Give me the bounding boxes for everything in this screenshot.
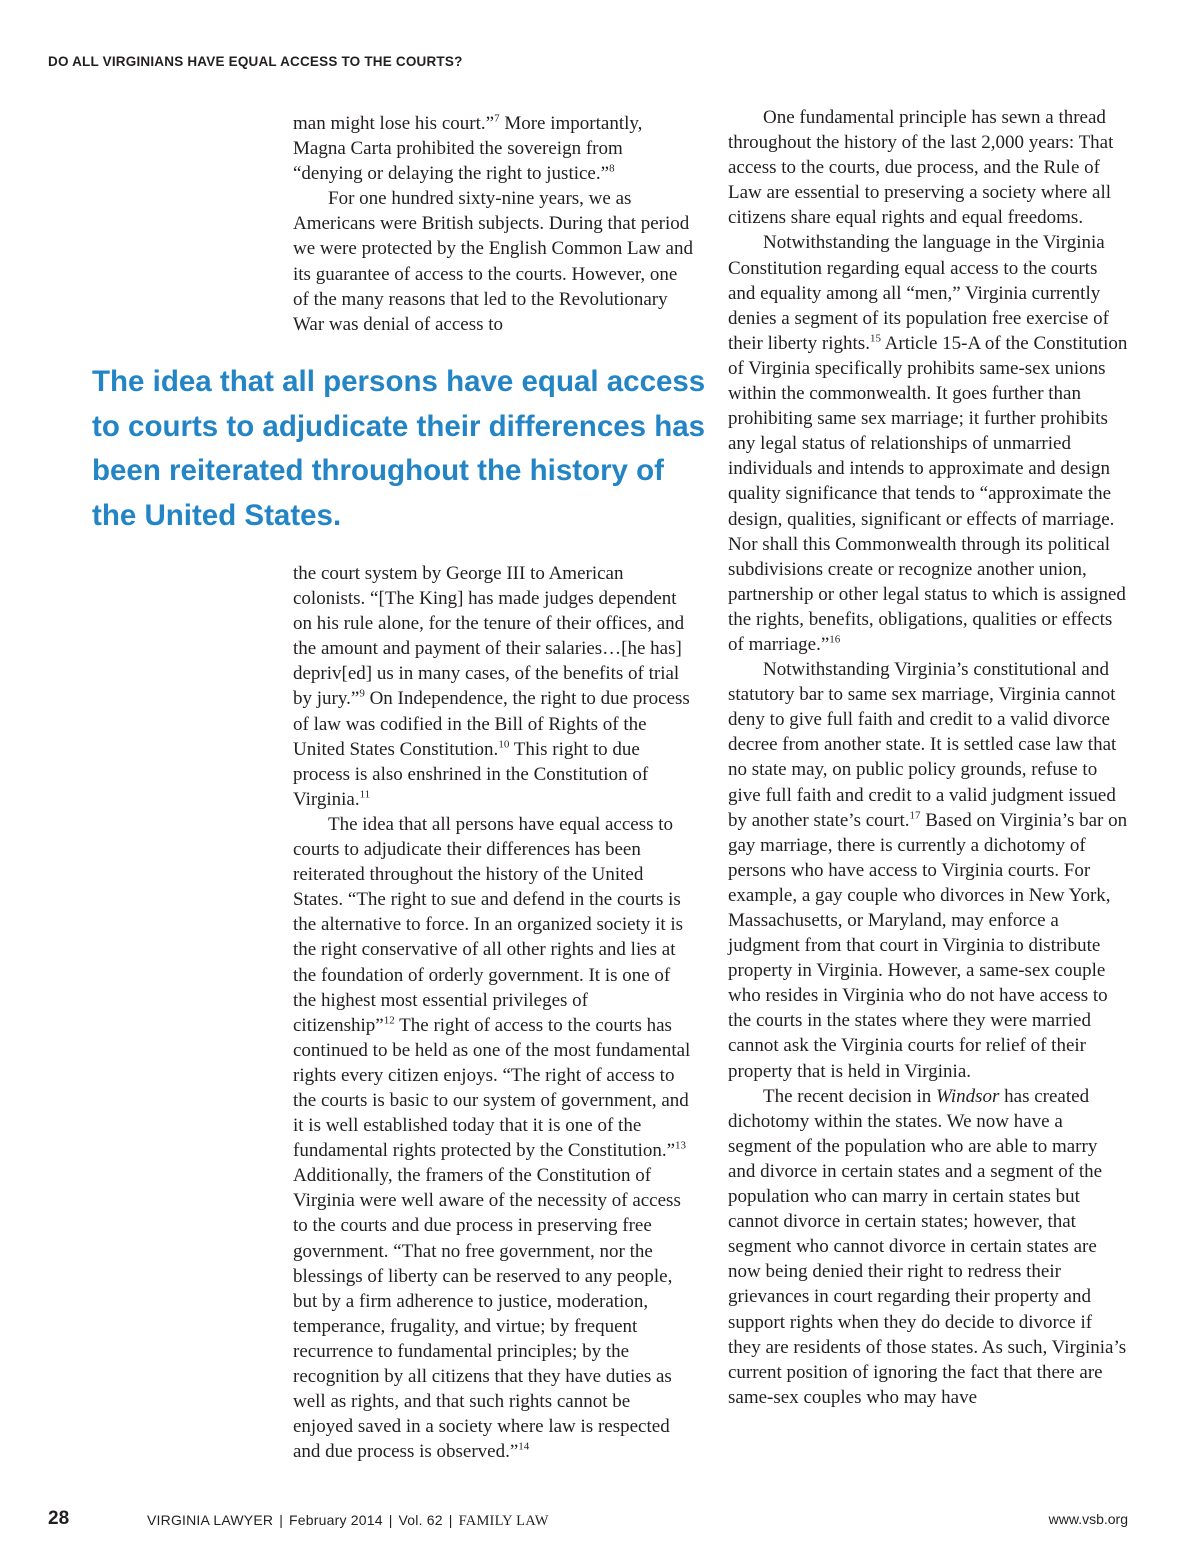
page-number: 28 [48, 1508, 70, 1529]
volume-number: Vol. 62 [398, 1512, 443, 1528]
text-run: The idea that all persons have equal access to courts to adjudicate their differences has been reiterated throughout the history of the United States. “The right to sue and defend in the courts is the alternative to force. In an organized society it is the right conservative of all other rights and lies at the foundation of orderly government. It is one of the highest most essential privileges of citizenship” [293, 813, 684, 1036]
paragraph [293, 111, 693, 186]
text-run: More importantly, Magna Carta prohibited the sovereign from “denying or delaying the right to justice.” [293, 113, 643, 185]
paragraph [728, 657, 1128, 1084]
text-run: the court system by George III to American colonists. “[The King] has made judges dependent on his rule alone, for the tenure of their offices, and the amount and payment of their salaries…[he has] depriv[ed] us in many cases, of the benefits of trial by jury.” [293, 563, 685, 710]
footnote-ref: 8 [609, 162, 615, 175]
footnote-ref: 7 [494, 112, 500, 125]
footer-separator: | [388, 1512, 393, 1528]
text-run: The recent decision in [763, 1085, 937, 1107]
footnote-ref: 10 [498, 738, 510, 751]
text-run: One fundamental principle has sewn a thread throughout the history of the last 2,000 years: That access to the courts, due process, and the Rule of Law are essential to preserving a society where all citizens share equal rights and equal freedoms. [728, 107, 1114, 229]
paragraph [728, 1084, 1128, 1410]
publication-name: VIRGINIA LAWYER [147, 1512, 274, 1528]
website-link[interactable]: www.vsb.org [1048, 1511, 1128, 1527]
text-run: On Independence, the right to due process of law was codified in the Bill of Rights of the United States Constitution. [293, 688, 690, 760]
paragraph [293, 186, 693, 337]
paragraph [293, 812, 693, 1464]
text-run: Notwithstanding Virginia’s constitutional and statutory bar to same sex marriage, Virginia cannot deny to give full faith and credit to a valid divorce decree from another state. It is settled case law that no state may, on public policy grounds, refuse to give full faith and credit to a valid judgment issued by another state’s court. [728, 659, 1117, 831]
footnote-ref: 12 [383, 1014, 395, 1027]
paragraph [293, 561, 693, 812]
text-run: The right of access to the courts has continued to be held as one of the most fundamental rights every citizen enjoys. “The right of access to the courts is basic to our system of government, and it is well established today that it is one of the fundamental rights protected by the Constitution.” [293, 1014, 691, 1162]
text-run: man might lose his court.” [293, 113, 495, 134]
article-column-right [728, 105, 1128, 1410]
italic-case-name: Windsor [936, 1085, 1000, 1107]
article-column-middle-bottom [293, 561, 693, 1464]
text-run: has created dichotomy within the states. We now have a segment of the population who are able to marry and divorce in certain states and a segment of the population who can marry in certain states but cannot divorce in certain states; however, that segment who cannot divorce in certain states are now being denied their right to redress their grievances in court regarding their property and support rights when they do decide to divorce if they are residents of those states. As such, Virginia’s current position of ignoring the fact that there are same-sex couples who may have [728, 1085, 1127, 1408]
footnote-ref: 16 [829, 633, 841, 646]
text-run: This right to due process is also enshrined in the Constitution of Virginia. [293, 738, 649, 810]
text-run: Additionally, the framers of the Constitution of Virginia were well aware of the necessity of access to the courts and due process in preserving free government. “That no free government, nor the blessings of liberty can be reserved to any people, but by a firm adherence to justice, moderation, temperance, frugality, and virtue; by frequent recurrence to fundamental principles; by the recognition by all citizens that they have duties as well as rights, and that such rights cannot be enjoyed saved in a society where law is respected and due process is observed.” [293, 1165, 681, 1463]
footnote-ref: 17 [909, 809, 921, 822]
footnote-ref: 11 [359, 788, 371, 801]
footer-separator: | [279, 1512, 284, 1528]
paragraph [728, 230, 1128, 657]
text-run: Notwithstanding the language in the Virginia Constitution regarding equal access to the courts and equality among all “men,” Virginia currently denies a segment of its population free exercise of their liberty rights. [728, 232, 1109, 354]
article-column-middle-top [293, 111, 693, 337]
pull-quote: The idea that all persons have equal access to courts to adjudicate their differences has been reiterated throughout the history of the United States. [92, 365, 706, 532]
footnote-ref: 15 [869, 332, 881, 345]
text-run: Article 15-A of the Constitution of Virginia specifically prohibits same-sex unions within the commonwealth. It goes further than prohibiting same sex marriage; it further prohibits any legal status of relationships of unmarried individuals and intends to approximate and design quality significance that tends to “approximate the design, qualities, significant or effects of marriage. Nor shall this Commonwealth through its political subdivisions create or recognize another union, partnership or other legal status to which is assigned the rights, benefits, obligations, qualities or effects of marriage.” [728, 332, 1128, 655]
paragraph [728, 105, 1128, 230]
footer-folio [147, 1512, 549, 1530]
page-footer [48, 1508, 1128, 1534]
footnote-ref: 9 [359, 688, 365, 701]
running-head: DO ALL VIRGINIANS HAVE EQUAL ACCESS TO THE COURTS? [48, 54, 463, 69]
text-run: For one hundred sixty-nine years, we as Americans were British subjects. During that period we were protected by the English Common Law and its guarantee of access to the courts. However, one of the many reasons that led to the Revolutionary War was denial of access to [293, 188, 693, 335]
footer-separator: | [448, 1512, 453, 1528]
footnote-ref: 13 [675, 1139, 687, 1152]
issue-date: February 2014 [289, 1512, 383, 1528]
section-name: FAMILY LAW [458, 1513, 549, 1529]
text-run: Based on Virginia’s bar on gay marriage, there is currently a dichotomy of persons who have access to Virginia courts. For example, a gay couple who divorces in New York, Massachusetts, or Maryland, may enforce a judgment from that court in Virginia to distribute property in Virginia. However, a same-sex couple who resides in Virginia who do not have access to the courts in the states where they were married cannot ask the Virginia courts for relief of their property that is held in Virginia. [728, 809, 1128, 1082]
footnote-ref: 14 [518, 1440, 530, 1453]
